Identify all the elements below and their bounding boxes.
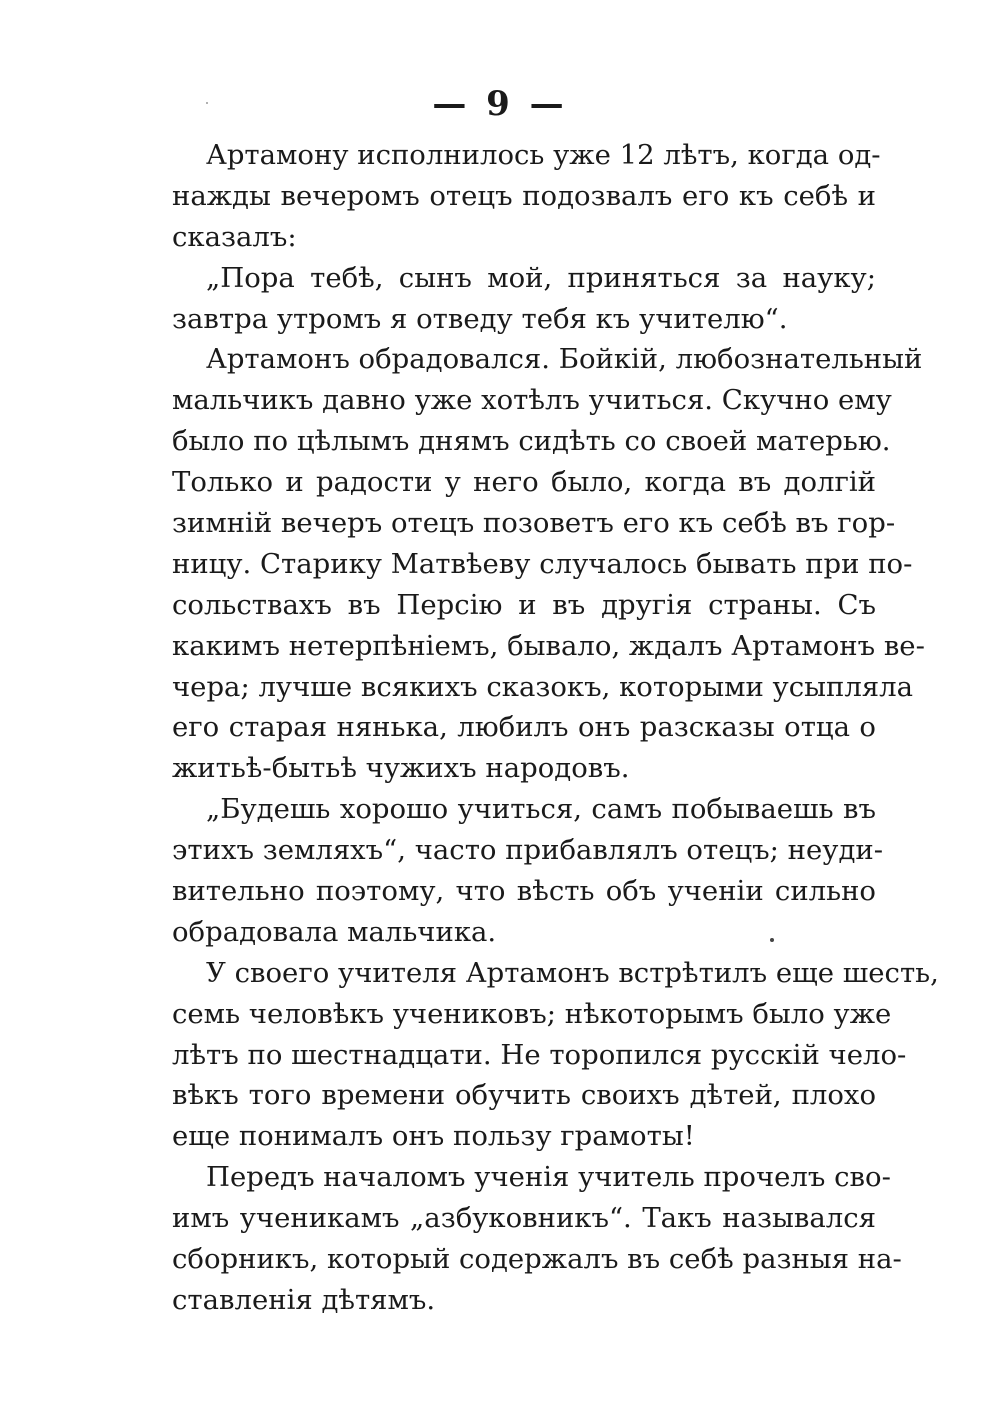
text-line: семь человѣкъ учениковъ; нѣкоторымъ было уже	[172, 997, 892, 1030]
text-line: зимній вечеръ отецъ позоветъ его къ себѣ въ гор-	[172, 507, 896, 540]
text-line: „Пора тебѣ, сынъ мой, приняться за науку;	[206, 261, 876, 294]
text-line: его старая нянька, любилъ онъ разсказы отца о	[172, 711, 876, 744]
text-line: вѣкъ того времени обучить своихъ дѣтей, плохо	[172, 1079, 876, 1112]
text-line: сказалъ:	[172, 220, 297, 253]
text-line: „Будешь хорошо учиться, самъ побываешь въ	[206, 793, 876, 826]
text-line: чера; лучше всякихъ сказокъ, которыми усыпляла	[172, 670, 914, 703]
text-line: житьѣ-бытьѣ чужихъ народовъ.	[172, 752, 630, 785]
text-line: У своего учителя Артамонъ встрѣтилъ еще шесть,	[206, 956, 939, 989]
text-line: этихъ земляхъ“, часто прибавлялъ отецъ; неуди-	[172, 834, 883, 867]
text-line: какимъ нетерпѣніемъ, бывало, ждалъ Артамонъ ве-	[172, 629, 925, 662]
text-line: Артамону исполнилось уже 12 лѣтъ, когда од-	[206, 139, 881, 171]
ink-speck	[206, 102, 208, 104]
ink-speck	[770, 938, 774, 942]
text-line: сольствахъ въ Персію и въ другія страны. Съ	[172, 588, 876, 621]
text-line: нажды вечеромъ отецъ подозвалъ его къ себѣ и	[172, 179, 876, 212]
page-number: — 9 —	[432, 84, 568, 124]
text-line: лѣтъ по шестнадцати. Не торопился русскій чело-	[172, 1038, 907, 1071]
text-line: было по цѣлымъ днямъ сидѣть со своей матерью.	[172, 425, 891, 458]
text-line: завтра утромъ я отведу тебя къ учителю“.	[172, 302, 788, 335]
text-line: сборникъ, который содержалъ въ себѣ разныя на-	[172, 1243, 902, 1276]
text-line: мальчикъ давно уже хотѣлъ учиться. Скучно ему	[172, 384, 892, 417]
text-line: Только и радости у него было, когда въ долгій	[172, 466, 876, 499]
page-text	[172, 135, 939, 1321]
text-line: ницу. Старику Матвѣеву случалось бывать при по-	[172, 547, 913, 580]
text-line: ставленія дѣтямъ.	[172, 1283, 436, 1316]
text-line: Передъ началомъ ученія учитель прочелъ сво-	[206, 1161, 891, 1194]
text-line: обрадовала мальчика.	[172, 915, 497, 948]
text-line: еще понималъ онъ пользу грамоты!	[172, 1120, 695, 1153]
text-line: имъ ученикамъ „азбуковникъ“. Такъ назывался	[172, 1202, 876, 1235]
text-line: Артамонъ обрадовался. Бойкій, любознательный	[206, 343, 923, 376]
text-line: вительно поэтому, что вѣсть объ ученіи сильно	[172, 875, 876, 908]
